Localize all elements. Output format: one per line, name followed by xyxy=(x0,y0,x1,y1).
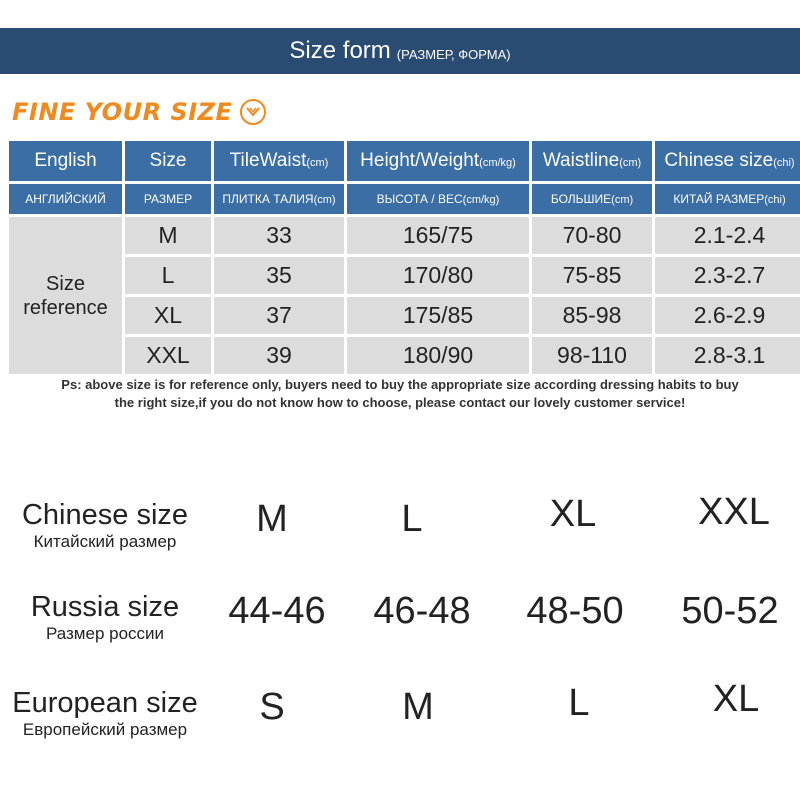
table-row xyxy=(9,337,800,374)
cell-chinese-size: 2.6-2.9 xyxy=(655,297,800,334)
european-size-value: XL xyxy=(712,678,760,720)
european-size-value: S xyxy=(259,686,285,728)
cell-size: M xyxy=(125,217,211,254)
russia-size-row xyxy=(0,590,800,660)
cell-height-weight: 175/85 xyxy=(347,297,529,334)
heading-text: FINE YOUR SIZE xyxy=(12,98,233,126)
banner-subtitle: (РАЗМЕР, ФОРМА) xyxy=(396,46,511,62)
header-ru-tilewaist: ПЛИТКА ТАЛИЯ(cm) xyxy=(214,184,344,214)
russia-size-value: 46-48 xyxy=(373,590,471,632)
russia-size-label: Russia size xyxy=(30,591,180,623)
header-chinese-size: Chinese size(chi) xyxy=(655,141,800,181)
header-waistline: Waistline(cm) xyxy=(532,141,652,181)
european-size-value: L xyxy=(568,682,590,724)
european-size-label: European size xyxy=(12,687,198,719)
chevron-down-circle-icon xyxy=(240,99,266,125)
cell-height-weight: 170/80 xyxy=(347,257,529,294)
cell-size: XL xyxy=(125,297,211,334)
cell-size: L xyxy=(125,257,211,294)
cell-waistline: 70-80 xyxy=(532,217,652,254)
european-size-title xyxy=(0,686,210,740)
chinese-size-title xyxy=(0,498,210,552)
chinese-size-label-ru: Китайский размер xyxy=(33,532,177,551)
find-your-size-heading xyxy=(12,96,266,128)
table-row xyxy=(9,217,800,254)
cell-tile-waist: 33 xyxy=(214,217,344,254)
chinese-size-row xyxy=(0,491,800,568)
banner-title: Size form xyxy=(289,37,391,64)
header-ru-size: РАЗМЕР xyxy=(125,184,211,214)
chinese-size-value: M xyxy=(256,498,288,540)
european-size-label-ru: Европейский размер xyxy=(22,720,188,739)
header-ru-english: АНГЛИЙСКИЙ xyxy=(9,184,122,214)
cell-size: XXL xyxy=(125,337,211,374)
header-size: Size xyxy=(125,141,211,181)
european-size-row xyxy=(0,678,800,756)
russia-size-label-ru: Размер россии xyxy=(45,624,165,643)
header-ru-chinese-size: КИТАЙ РАЗМЕР(chi) xyxy=(655,184,800,214)
reference-note xyxy=(30,376,770,412)
cell-tile-waist: 35 xyxy=(214,257,344,294)
russia-size-value: 50-52 xyxy=(681,590,779,632)
table-header-russian xyxy=(9,184,800,214)
size-form-banner xyxy=(0,28,800,74)
size-reference-table xyxy=(6,138,800,377)
table-row xyxy=(9,257,800,294)
russia-size-title xyxy=(0,590,210,644)
cell-tile-waist: 39 xyxy=(214,337,344,374)
cell-chinese-size: 2.3-2.7 xyxy=(655,257,800,294)
european-size-value: M xyxy=(402,686,434,728)
header-ru-waistline: БОЛЬШИЕ(cm) xyxy=(532,184,652,214)
russia-size-value: 44-46 xyxy=(228,590,326,632)
chinese-size-value: XXL xyxy=(698,491,770,533)
note-line-2: the right size,if you do not know how to choose, please contact our lovely customer service! xyxy=(114,395,686,410)
russia-size-value: 48-50 xyxy=(526,590,624,632)
cell-waistline: 98-110 xyxy=(532,337,652,374)
cell-height-weight: 165/75 xyxy=(347,217,529,254)
chinese-size-value: XL xyxy=(549,493,597,535)
cell-waistline: 85-98 xyxy=(532,297,652,334)
cell-height-weight: 180/90 xyxy=(347,337,529,374)
header-ru-height-weight: ВЫСОТА / ВЕС(cm/kg) xyxy=(347,184,529,214)
header-tilewaist: TileWaist(cm) xyxy=(214,141,344,181)
table-row xyxy=(9,297,800,334)
header-english: English xyxy=(9,141,122,181)
chinese-size-label: Chinese size xyxy=(21,499,189,531)
header-height-weight: Height/Weight(cm/kg) xyxy=(347,141,529,181)
cell-chinese-size: 2.8-3.1 xyxy=(655,337,800,374)
note-line-1: Ps: above size is for reference only, buyers need to buy the appropriate size according dressing habits to buy xyxy=(61,377,739,392)
table-header-english xyxy=(9,141,800,181)
size-reference-label: Size reference xyxy=(9,217,122,374)
cell-tile-waist: 37 xyxy=(214,297,344,334)
chinese-size-value: L xyxy=(401,498,423,540)
cell-chinese-size: 2.1-2.4 xyxy=(655,217,800,254)
cell-waistline: 75-85 xyxy=(532,257,652,294)
